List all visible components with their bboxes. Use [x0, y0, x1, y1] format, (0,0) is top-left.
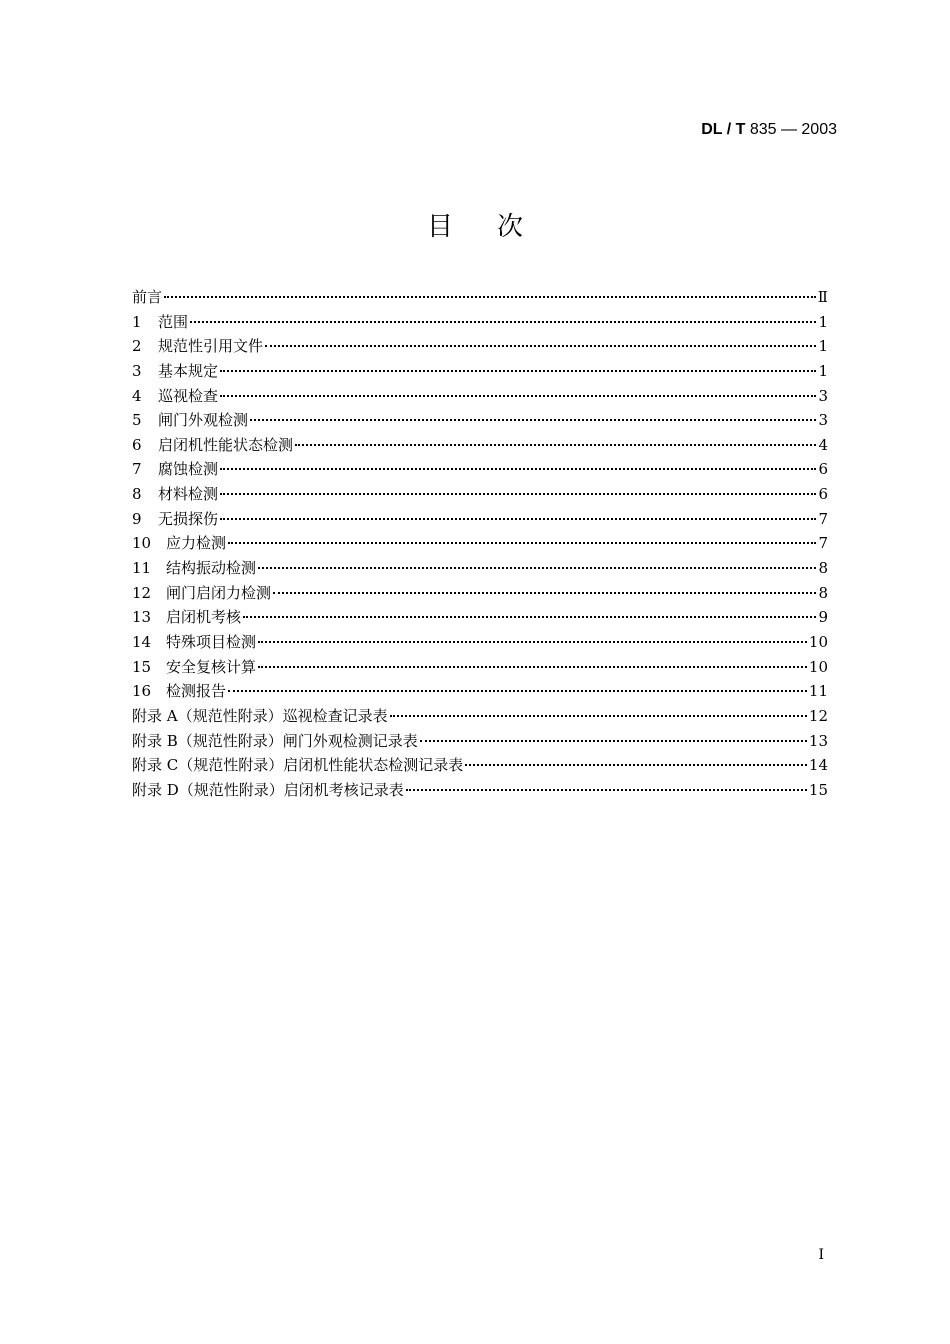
toc-entry-page: 9 [818, 608, 828, 627]
toc-entry[interactable] [132, 285, 828, 310]
toc-entry-label: 规范性引用文件 [158, 337, 264, 356]
toc-entry[interactable] [132, 679, 828, 704]
toc-entry-label: 闸门启闭力检测 [166, 583, 272, 602]
toc-entry-page: Ⅱ [817, 288, 828, 306]
toc-leader-dots [220, 493, 816, 495]
toc-entry-page: 10 [808, 632, 828, 651]
toc-entry-page: 8 [818, 559, 828, 578]
toc-leader-dots [220, 370, 816, 372]
toc-entry[interactable] [132, 655, 828, 680]
standard-code-prefix: DL / T [701, 121, 746, 138]
toc-entry-number: 4 [132, 386, 142, 405]
page-number: I [818, 1247, 824, 1263]
toc-leader-dots [273, 592, 816, 594]
toc-entry-label: 巡视检查 [158, 386, 219, 405]
toc-entry-number: 11 [132, 559, 152, 578]
toc-leader-dots [228, 542, 816, 544]
toc-entry-appendix[interactable] [132, 778, 828, 803]
toc-leader-dots [258, 666, 807, 668]
toc-entry-label: 检测报告 [166, 682, 227, 701]
toc-entry-number: 2 [132, 337, 142, 356]
toc-entry-page: 14 [808, 756, 828, 775]
toc-entry-number: 12 [132, 583, 152, 602]
toc-entry-label: 安全复核计算 [166, 657, 257, 676]
toc-leader-dots [465, 764, 807, 766]
toc-leader-dots [258, 567, 816, 569]
toc-entry[interactable] [132, 556, 828, 581]
toc-entry-page: 3 [818, 386, 828, 405]
toc-leader-dots [390, 715, 807, 717]
toc-entry-label: 应力检测 [166, 534, 227, 553]
toc-entry-number: 13 [132, 608, 152, 627]
toc-entry[interactable] [132, 630, 828, 655]
toc-entry[interactable] [132, 507, 828, 532]
toc-entry-number: 10 [132, 534, 152, 553]
toc-leader-dots [243, 616, 816, 618]
toc-entry-page: 12 [808, 706, 828, 725]
table-of-contents [132, 285, 828, 802]
standard-code [701, 121, 837, 139]
toc-entry-label: 结构振动检测 [166, 559, 257, 578]
toc-entry-page: 6 [818, 485, 828, 504]
toc-entry-page: 11 [808, 682, 828, 701]
toc-entry-label: 特殊项目检测 [166, 632, 257, 651]
toc-entry-page: 1 [818, 312, 828, 331]
toc-entry-label: 腐蚀检测 [158, 460, 219, 479]
toc-entry-number: 9 [132, 509, 142, 528]
toc-leader-dots [164, 296, 816, 298]
toc-entry-page: 10 [808, 657, 828, 676]
toc-entry[interactable] [132, 384, 828, 409]
toc-entry-page: 15 [808, 780, 828, 799]
toc-entry-number: 7 [132, 460, 142, 479]
toc-entry[interactable] [132, 581, 828, 606]
toc-leader-dots [265, 345, 816, 347]
toc-leader-dots [220, 468, 816, 470]
toc-leader-dots [258, 641, 807, 643]
toc-leader-dots [420, 740, 807, 742]
toc-entry-number: 16 [132, 682, 152, 701]
toc-leader-dots [220, 395, 816, 397]
toc-leader-dots [190, 321, 816, 323]
toc-entry[interactable] [132, 531, 828, 556]
toc-entry-page: 4 [818, 435, 828, 454]
toc-entry[interactable] [132, 605, 828, 630]
toc-entry-number: 6 [132, 435, 142, 454]
toc-entry-label: 材料检测 [158, 485, 219, 504]
toc-entry[interactable] [132, 482, 828, 507]
toc-entry-label: 附录 D（规范性附录）启闭机考核记录表 [132, 780, 404, 799]
toc-entry-label: 前言 [132, 288, 163, 306]
toc-entry-label: 附录 C（规范性附录）启闭机性能状态检测记录表 [132, 756, 464, 775]
toc-entry-page: 7 [818, 534, 828, 553]
toc-entry-number: 8 [132, 485, 142, 504]
toc-entry-label: 基本规定 [158, 361, 219, 380]
toc-leader-dots [406, 789, 807, 791]
toc-entry-label: 附录 A（规范性附录）巡视检查记录表 [132, 706, 388, 725]
toc-entry-appendix[interactable] [132, 704, 828, 729]
toc-entry-page: 6 [818, 460, 828, 479]
toc-leader-dots [220, 518, 816, 520]
toc-entry[interactable] [132, 408, 828, 433]
toc-entry-label: 启闭机考核 [166, 608, 242, 627]
toc-leader-dots [228, 690, 807, 692]
toc-entry[interactable] [132, 310, 828, 335]
toc-entry-label: 无损探伤 [158, 509, 219, 528]
toc-entry[interactable] [132, 334, 828, 359]
standard-code-number: 835 — 2003 [749, 121, 837, 138]
toc-entry-page: 13 [808, 731, 828, 750]
toc-entry[interactable] [132, 359, 828, 384]
toc-entry-page: 7 [818, 509, 828, 528]
toc-entry-number: 3 [132, 361, 142, 380]
toc-entry-number: 1 [132, 312, 142, 331]
toc-entry-label: 闸门外观检测 [158, 411, 249, 430]
toc-entry-label: 启闭机性能状态检测 [158, 435, 294, 454]
toc-entry-number: 5 [132, 411, 142, 430]
toc-entry[interactable] [132, 433, 828, 458]
toc-entry-label: 附录 B（规范性附录）闸门外观检测记录表 [132, 731, 418, 750]
toc-leader-dots [250, 419, 816, 421]
toc-entry-appendix[interactable] [132, 729, 828, 754]
toc-entry-page: 1 [818, 337, 828, 356]
toc-leader-dots [295, 444, 816, 446]
toc-entry[interactable] [132, 457, 828, 482]
toc-entry-page: 1 [818, 361, 828, 380]
toc-entry-label: 范围 [158, 312, 189, 331]
toc-entry-number: 15 [132, 657, 152, 676]
page-title: 目次 [426, 212, 567, 242]
toc-entry-page: 3 [818, 411, 828, 430]
toc-entry-page: 8 [818, 583, 828, 602]
toc-entry-appendix[interactable] [132, 753, 828, 778]
toc-entry-number: 14 [132, 632, 152, 651]
